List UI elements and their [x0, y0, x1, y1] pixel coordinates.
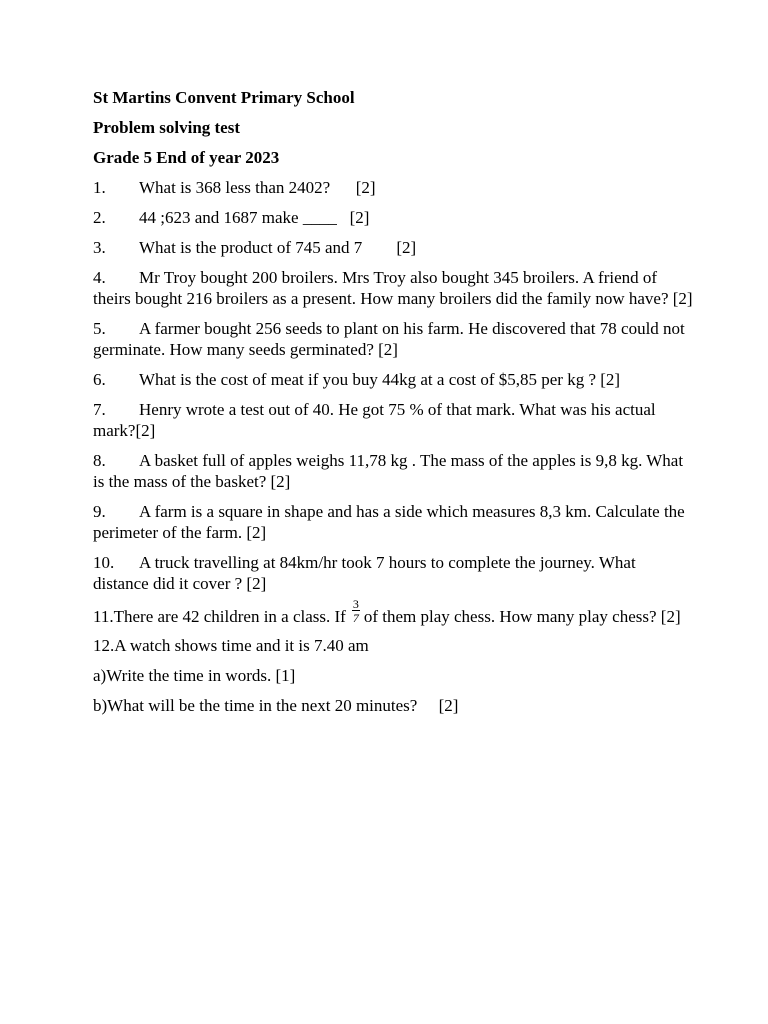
question-3: [93, 237, 693, 258]
question-mark: [2]: [396, 238, 417, 257]
question-text-before-fraction: 11.There are 42 children in a class. If: [93, 607, 346, 626]
question-8: [93, 450, 693, 492]
document-page: [93, 87, 693, 725]
question-number: 5.: [93, 319, 106, 338]
question-7: [93, 399, 693, 441]
question-mark: [2]: [349, 208, 370, 227]
question-text: What is 368 less than 2402?: [139, 178, 331, 197]
question-10: [93, 552, 693, 594]
question-text: What is the product of 745 and 7: [139, 238, 363, 257]
question-mark: [2]: [355, 178, 376, 197]
fraction-denominator: 7: [352, 611, 359, 626]
question-number: 6.: [93, 370, 106, 389]
question-number: 9.: [93, 502, 106, 521]
grade-line: Grade 5 End of year 2023: [93, 148, 280, 167]
question-text-after-fraction: of them play chess. How many play chess? [2]: [363, 607, 681, 626]
question-text: Mr Troy bought 200 broilers. Mrs Troy also bought 345 broilers. A friend of theirs bought 216 broilers as a present. How many broilers did the family now have? [2]: [93, 268, 693, 308]
question-6: [93, 369, 693, 390]
fraction: [352, 598, 360, 624]
question-number: 7.: [93, 400, 106, 419]
question-number: 10.: [93, 553, 115, 572]
question-text: A truck travelling at 84km/hr took 7 hours to complete the journey. What distance did it cover ? [2]: [93, 553, 636, 593]
question-2: [93, 207, 693, 228]
question-text: A basket full of apples weighs 11,78 kg . The mass of the apples is 9,8 kg. What is the mass of the basket? [2]: [93, 451, 684, 491]
question-text: What is the cost of meat if you buy 44kg at a cost of $5,85 per kg ? [2]: [139, 370, 621, 389]
question-12b: b)What will be the time in the next 20 minutes? [2]: [93, 696, 459, 715]
question-number: 2.: [93, 208, 106, 227]
question-text: A farm is a square in shape and has a side which measures 8,3 km. Calculate the perimeter of the farm. [2]: [93, 502, 685, 542]
question-4: [93, 267, 693, 309]
question-text: 44 ;623 and 1687 make ____: [139, 208, 337, 227]
question-5: [93, 318, 693, 360]
question-9: [93, 501, 693, 543]
question-12a: a)Write the time in words. [1]: [93, 666, 296, 685]
school-name: St Martins Convent Primary School: [93, 88, 355, 107]
question-number: 3.: [93, 238, 106, 257]
question-11: [93, 597, 693, 631]
question-text: A farmer bought 256 seeds to plant on his farm. He discovered that 78 could not germinate. How many seeds germinated? [2]: [93, 319, 685, 359]
fraction-numerator: 3: [352, 597, 359, 612]
question-number: 1.: [93, 178, 106, 197]
question-number: 4.: [93, 268, 106, 287]
question-number: 8.: [93, 451, 106, 470]
question-12-intro: 12.A watch shows time and it is 7.40 am: [93, 636, 369, 655]
question-1: [93, 177, 693, 198]
question-text: Henry wrote a test out of 40. He got 75 % of that mark. What was his actual mark?[2]: [93, 400, 656, 440]
test-title: Problem solving test: [93, 118, 241, 137]
